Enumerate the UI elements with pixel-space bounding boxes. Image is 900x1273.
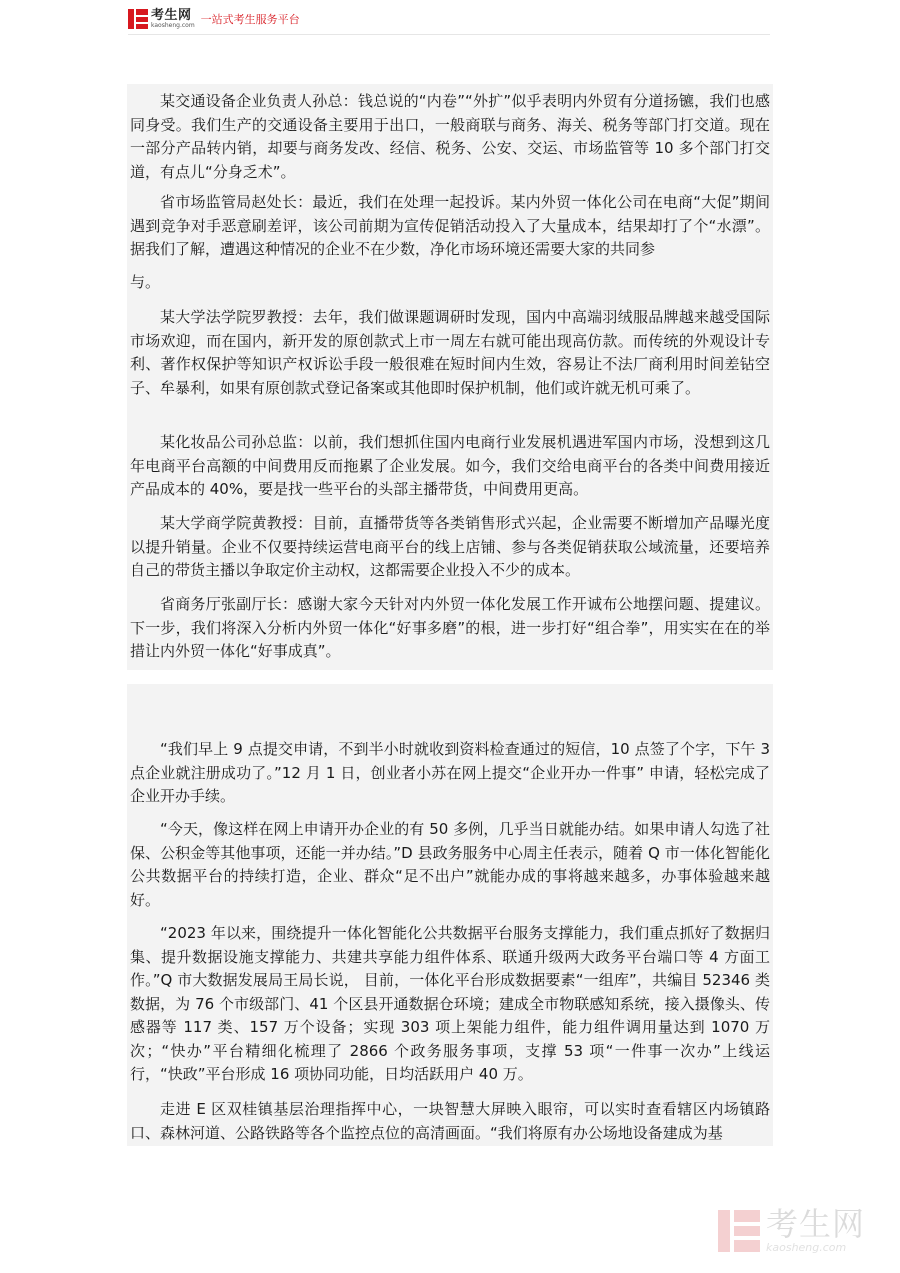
- paragraph-huang-business: 某大学商学院黄教授：目前，直播带货等各类销售形式兴起，企业需要不断增加产品曝光度以提升销量。企业不仅要持续运营电商平台的线上店铺、参与各类促销获取公域流量，还要培养自己的带货主播以争取定价主动权，这都需要企业投入不少的成本。: [130, 514, 770, 579]
- logo-domain: kaosheng.com: [151, 22, 195, 29]
- watermark-name: 考生网: [766, 1205, 866, 1243]
- watermark-domain: kaosheng.com: [766, 1241, 847, 1254]
- watermark-logo-icon: [718, 1210, 760, 1252]
- material-three-panel: [127, 684, 773, 1146]
- paragraph-xiaosu: “我们早上 9 点提交申请，不到半小时就收到资料检查通过的短信，10 点签了个字，下午 3 点企业就注册成功了。”12 月 1 日，创业者小苏在网上提交“企业开办一件事” 申请，轻松完成了企业开办手续。: [130, 740, 770, 805]
- paragraph-sun-transport: 某交通设备企业负责人孙总：钱总说的“内卷”“外扩”似乎表明内外贸有分道扬镳，我们也感同身受。我们生产的交通设备主要用于出口，一般商联与商务、海关、税务等部门打交道。现在一部分产品转内销，却要与商务发改、经信、税务、公安、交运、市场监管等 10 多个部门打交道，有点儿“分身乏术”。: [130, 92, 770, 181]
- paragraph-zhou-d-county: “今天，像这样在网上申请开办企业的有 50 多例，几乎当日就能办结。如果申请人勾选了社保、公积金等其他事项，还能一并办结。”D 县政务服务中心周主任表示，随着 Q 市一体化智能化公共数据平台的持续打造，企业、群众“足不出户”就能办成的事将越来越多，办事体验越来越好。: [130, 820, 770, 909]
- header-divider: [128, 34, 770, 35]
- site-header: [128, 8, 300, 30]
- paragraph-zhang-commerce: 省商务厅张副厅长：感谢大家今天针对内外贸一体化发展工作开诚布公地摆问题、提建议。下一步，我们将深入分析内外贸一体化“好事多磨”的根，进一步打好“组合拳”，用实实在在的举措让内外贸一体化“好事成真”。: [130, 595, 770, 660]
- logo-name: 考生网: [151, 8, 192, 23]
- logo-icon: [128, 9, 148, 29]
- paragraph-luo-law: 某大学法学院罗教授：去年，我们做课题调研时发现，国内中高端羽绒服品牌越来越受国际市场欢迎，而在国内，新开发的原创款式上市一周左右就可能出现高仿款。而传统的外观设计专利、著作权保护等知识产权诉讼手段一般很难在短时间内生效，容易让不法厂商利用时间差钻空子、牟暴利，如果有原创款式登记备案或其他即时保护机制，他们或许就无机可乘了。: [130, 308, 770, 397]
- paragraph-sun-cosmetics: 某化妆品公司孙总监：以前，我们想抓住国内电商行业发展机遇进军国内市场，没想到这几年电商平台高额的中间费用反而拖累了企业发展。如今，我们交给电商平台的各类中间费用接近产品成本的 40%，要是找一些平台的头部主播带货，中间费用更高。: [130, 433, 770, 498]
- paragraph-zhao-market: 省市场监管局赵处长：最近，我们在处理一起投诉。某内外贸一体化公司在电商“大促”期间遇到竞争对手恶意刷差评，该公司前期为宣传促销活动投入了大量成本，结果却打了个“水漂”。据我们了解，遭遇这种情况的企业不在少数，净化市场环境还需要大家的共同参: [130, 193, 770, 258]
- watermark: [718, 1205, 866, 1254]
- logo[interactable]: [151, 9, 195, 29]
- paragraph-wang-bigdata: “2023 年以来，围绕提升一体化智能化公共数据平台服务支撑能力，我们重点抓好了数据归集、提升数据设施支撑能力、共建共享能力组件体系、联通升级两大政务平台端口等 4 方面工作。”Q 市大数据发展局王局长说， 目前，一体化平台形成数据要素“一组库”，共编目 52346 类数据，为 76 个市级部门、41 个区县开通数据仓环境；建成全市物联感知系统，接入摄像头、传感器等 117 类、157 万个设备；实现 303 项上架能力组件，能力组件调用量达到 1070 万次；“快办”平台精细化梳理了 2866 个政务服务事项，支撑 53 项“一件事一次办”上线运行，“快政”平台形成 16 项协同功能，日均活跃用户 40 万。: [130, 924, 770, 1083]
- paragraph-shuanggui-town: 走进 E 区双桂镇基层治理指挥中心，一块智慧大屏映入眼帘，可以实时查看辖区内场镇路口、森林河道、公路铁路等各个监控点位的高清画面。“我们将原有办公场地设备建成为基: [130, 1100, 770, 1142]
- site-slogan: 一站式考生服务平台: [200, 13, 300, 26]
- paragraph-zhao-market-end: 与。: [130, 273, 161, 291]
